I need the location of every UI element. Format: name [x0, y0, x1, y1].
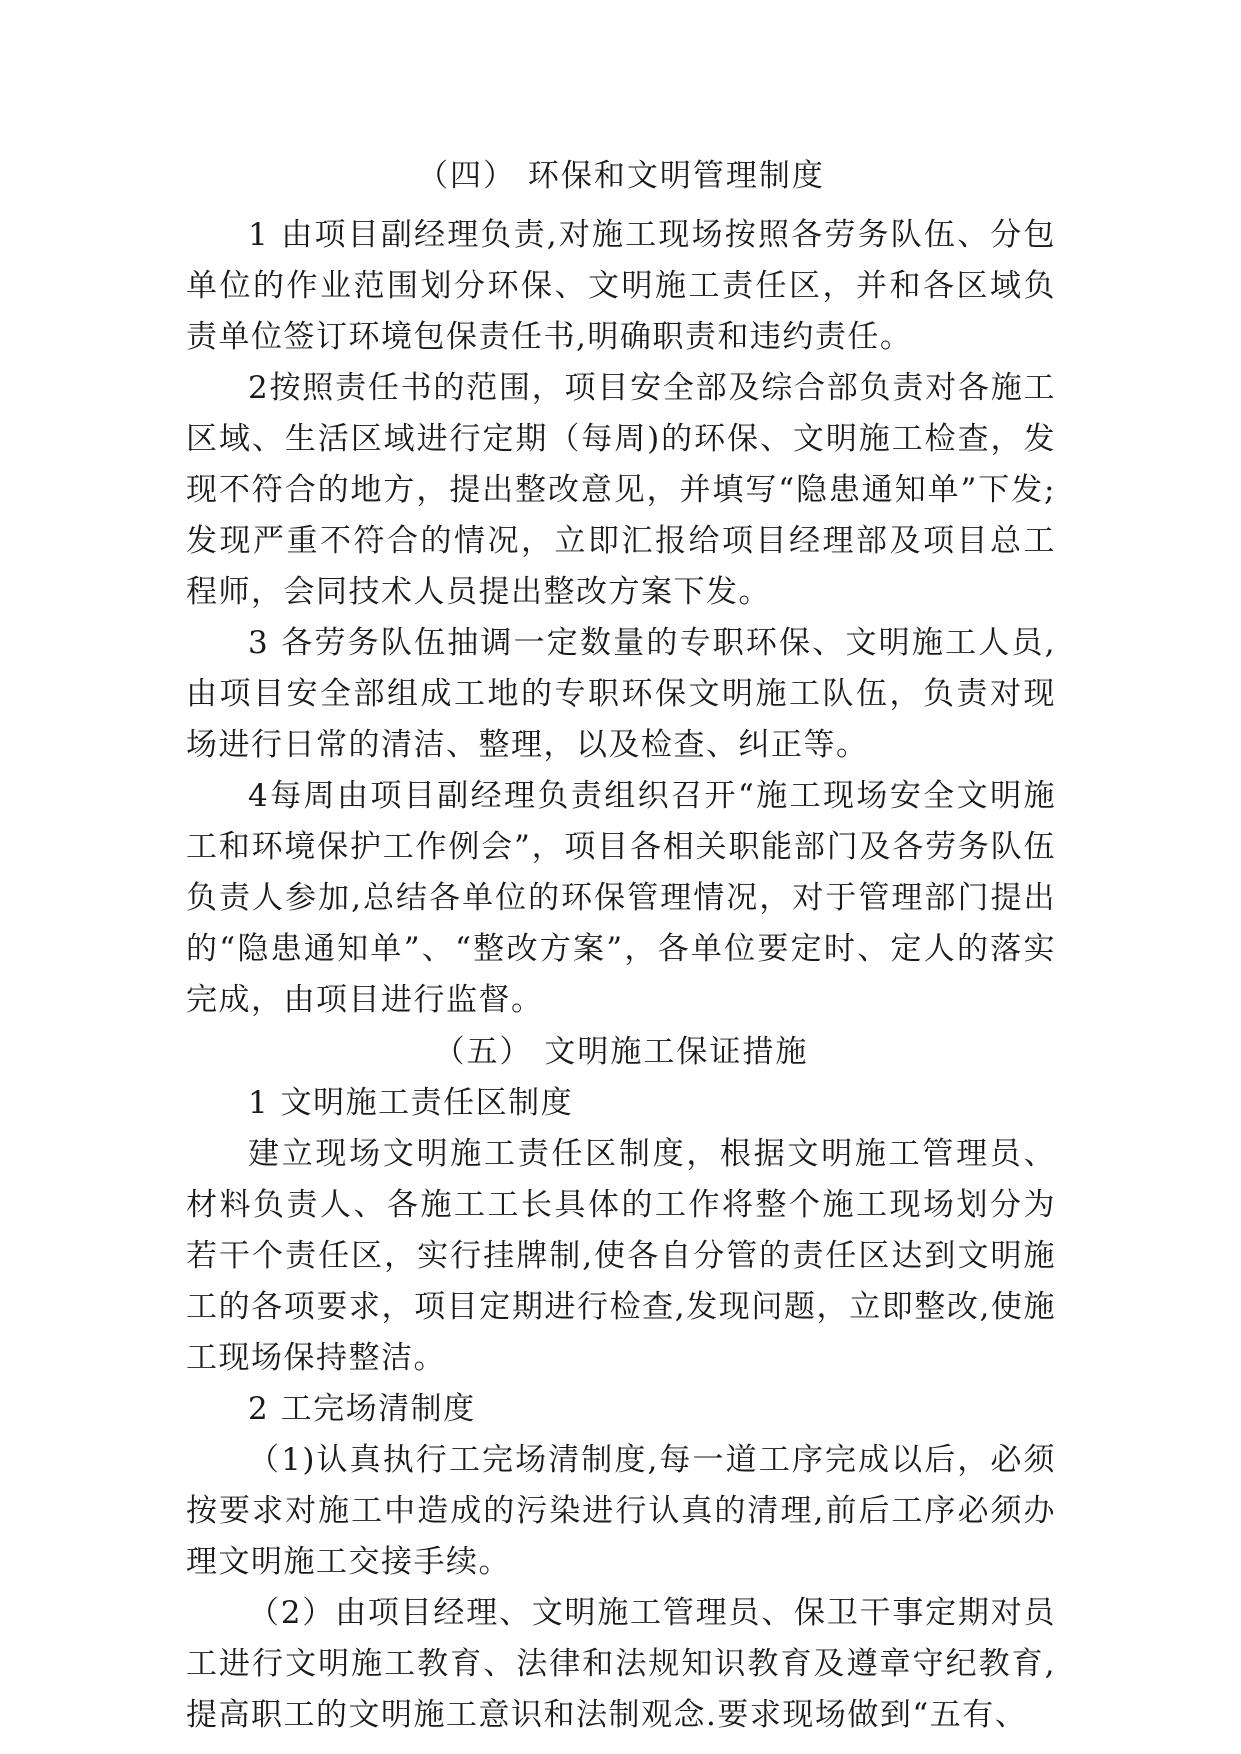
paragraph-cleanup-item-1: （1)认真执行工完场清制度,每一道工序完成以后，必须按要求对施工中造成的污染进行认真的清理,前后工序必须办理文明施工交接手续。 [186, 1442, 1056, 1580]
paragraph-subheading-cleanup-system: 2 工完场清制度 [248, 1391, 476, 1427]
paragraph-cleanup-item-2: （2）由项目经理、文明施工管理员、保卫干事定期对员工进行文明施工教育、法律和法规知识教育及遵章守纪教育,提高职工的文明施工意识和法制观念.要求现场做到“五有、 [186, 1595, 1056, 1733]
paragraph-responsibility-zones: 1 由项目副经理负责,对施工现场按照各劳务队伍、分包单位的作业范围划分环保、文明施工责任区，并和各区域负责单位签订环境包保责任书,明确职责和违约责任。 [186, 217, 1056, 355]
paragraph-dedicated-staff: 3 各劳务队伍抽调一定数量的专职环保、文明施工人员,由项目安全部组成工地的专职环保文明施工队伍，负责对现场进行日常的清洁、整理，以及检查、纠正等。 [186, 625, 1056, 763]
paragraph-weekly-meeting: 4每周由项目副经理负责组织召开“施工现场安全文明施工和环境保护工作例会”，项目各相关职能部门及各劳务队伍负责人参加,总结各单位的环保管理情况，对于管理部门提出的“隐患通知单”、“整改方案”，各单位要定时、定人的落实完成，由项目进行监督。 [186, 778, 1056, 1018]
paragraph-weekly-inspection: 2按照责任书的范围，项目安全部及综合部负责对各施工区域、生活区域进行定期（每周)的环保、文明施工检查，发现不符合的地方，提出整改意见，并填写“隐患通知单”下发;发现严重不符合的情况，立即汇报给项目经理部及项目总工程师，会同技术人员提出整改方案下发。 [186, 370, 1056, 610]
paragraph-subheading-responsibility-system: 1 文明施工责任区制度 [248, 1085, 574, 1121]
section-heading-environmental-management: （四） 环保和文明管理制度 [417, 158, 825, 194]
paragraph-responsibility-system-detail: 建立现场文明施工责任区制度，根据文明施工管理员、材料负责人、各施工工长具体的工作将整个施工现场划分为若干个责任区，实行挂牌制,使各自分管的责任区达到文明施工的各项要求，项目定期进行检查,发现问题，立即整改,使施工现场保持整洁。 [186, 1136, 1056, 1376]
section-heading-civilized-construction: （五） 文明施工保证措施 [433, 1034, 809, 1070]
document-page [186, 150, 1056, 1741]
